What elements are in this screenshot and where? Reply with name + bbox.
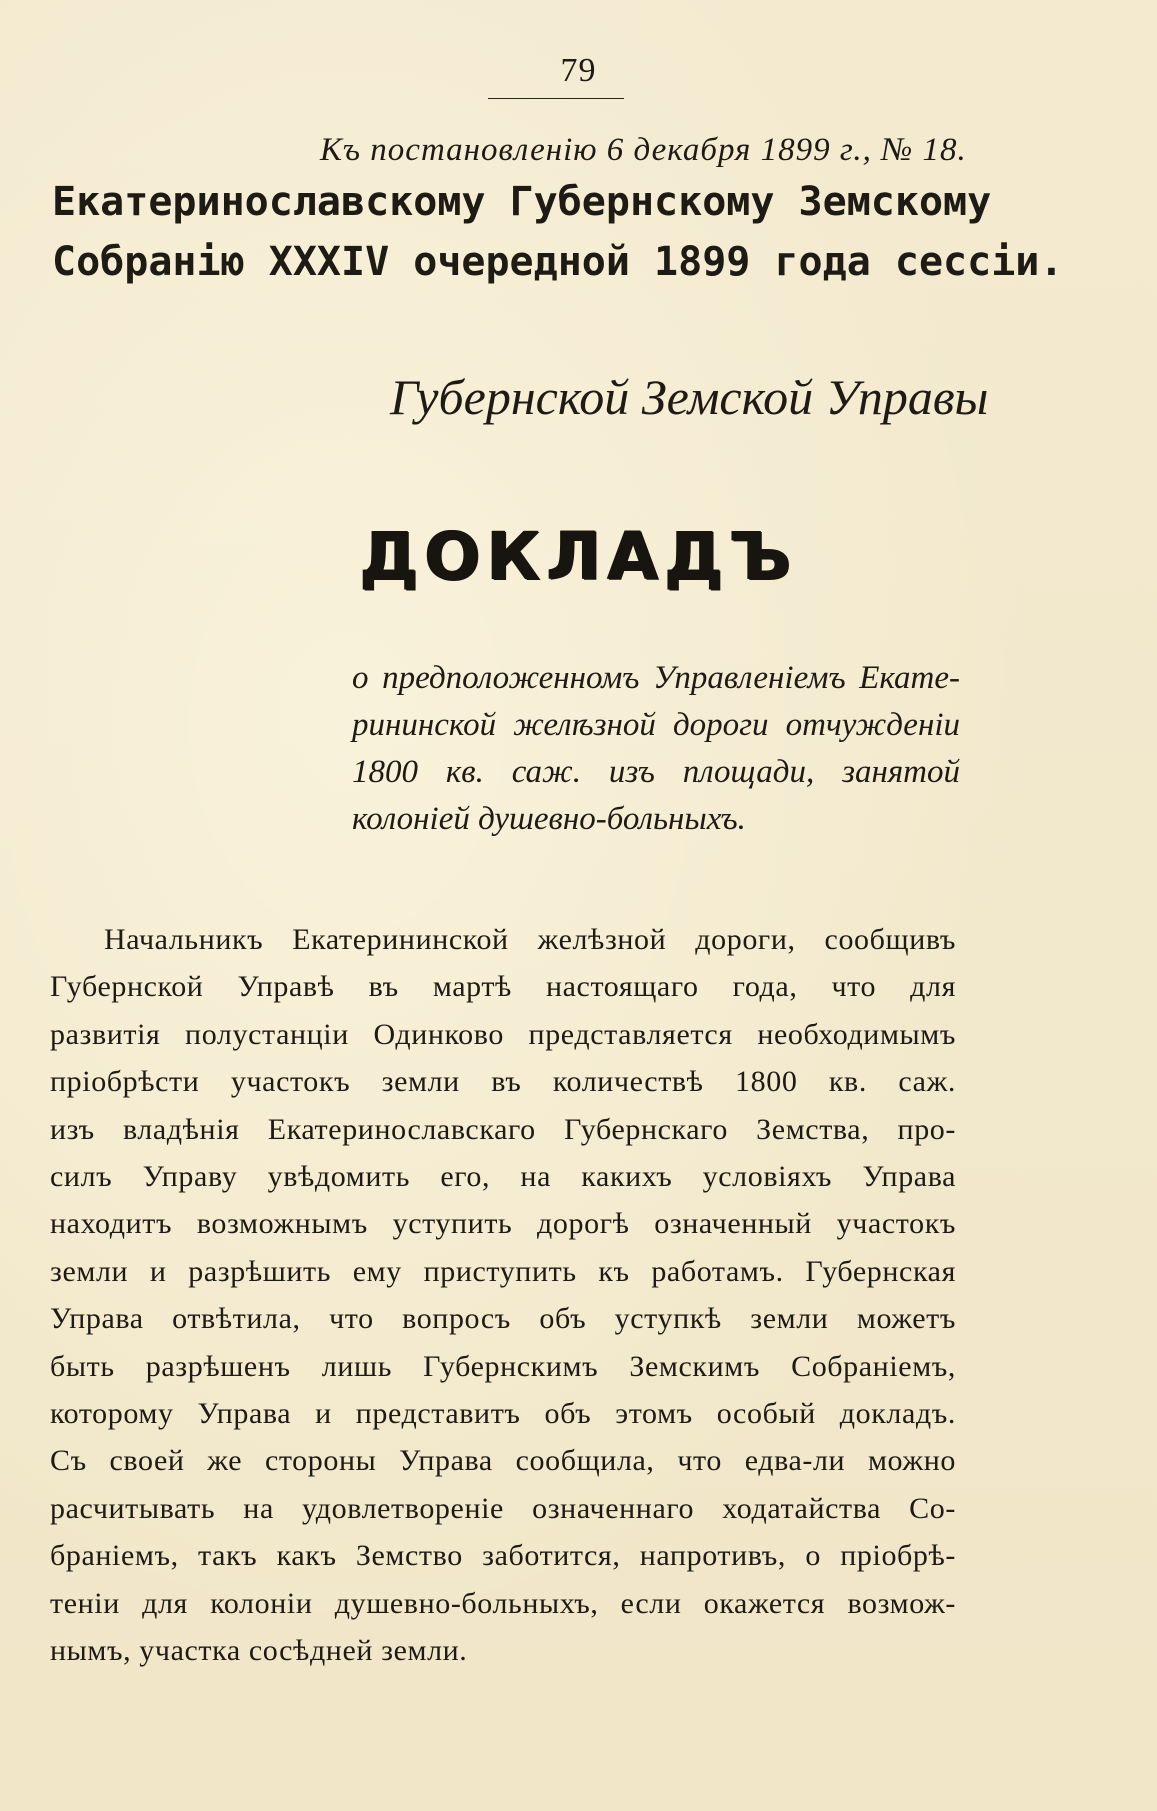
body-line: находитъ возможнымъ уступить дорогѣ означенный участокъ xyxy=(50,1207,956,1241)
page-number-rule xyxy=(488,98,624,99)
body-line: Съ своей же стороны Управа сообщила, что едва-ли можно xyxy=(50,1444,956,1478)
body-paragraph xyxy=(50,916,956,1675)
body-line: быть разрѣшенъ лишь Губернскимъ Земскимъ Собраніемъ, xyxy=(50,1349,956,1383)
body-line: теніи для колоніи душевно-больныхъ, если окажется возмож- xyxy=(50,1586,956,1620)
page-number: 79 xyxy=(560,52,597,89)
body-line: Управа отвѣтила, что вопросъ объ уступкѣ земли можетъ xyxy=(50,1302,956,1336)
body-line: силъ Управу увѣдомить его, на какихъ условіяхъ Управа xyxy=(50,1160,956,1194)
body-line: развитія полустанціи Одинково представляется необходимымъ xyxy=(50,1017,956,1051)
report-subject xyxy=(352,655,960,843)
body-line: Начальникъ Екатерининской желѣзной дороги, сообщивъ xyxy=(104,923,956,956)
body-line: земли и разрѣшить ему приступить къ работамъ. Губернская xyxy=(50,1254,956,1288)
subject-line: о предположенномъ Управленіемъ Екате- xyxy=(352,660,960,696)
subject-line: колоніей душевно-больныхъ. xyxy=(352,801,746,837)
issuing-authority: Губернской Земской Управы xyxy=(390,369,989,425)
assembly-heading-line-2: Собранію XXXIV очередной 1899 года сессіи. xyxy=(52,239,1064,285)
document-title: ДОКЛАДЪ xyxy=(359,518,798,595)
body-line: расчитывать на удовлетвореніе означеннаго ходатайства Со- xyxy=(50,1491,956,1525)
body-line: Губернской Управѣ въ мартѣ настоящаго года, что для xyxy=(50,970,956,1004)
body-line: нымъ, участка сосѣдней земли. xyxy=(50,1634,468,1668)
body-line: изъ владѣнія Екатеринославскаго Губернскаго Земства, про- xyxy=(50,1112,956,1146)
body-line: браніемъ, такъ какъ Земство заботится, напротивъ, о пріобрѣ- xyxy=(50,1539,956,1573)
subject-line: рининской желѣзной дороги отчужденіи xyxy=(352,707,960,743)
body-line: которому Управа и представитъ объ этомъ особый докладъ. xyxy=(50,1397,956,1431)
subject-line: 1800 кв. саж. изъ площади, занятой xyxy=(352,754,960,790)
body-line: пріобрѣсти участокъ земли въ количествѣ 1800 кв. саж. xyxy=(50,1065,956,1099)
assembly-heading-line-1: Екатеринославскому Губернскому Земскому xyxy=(52,179,992,225)
resolution-reference: Къ постановленію 6 декабря 1899 г., № 18. xyxy=(320,132,967,168)
